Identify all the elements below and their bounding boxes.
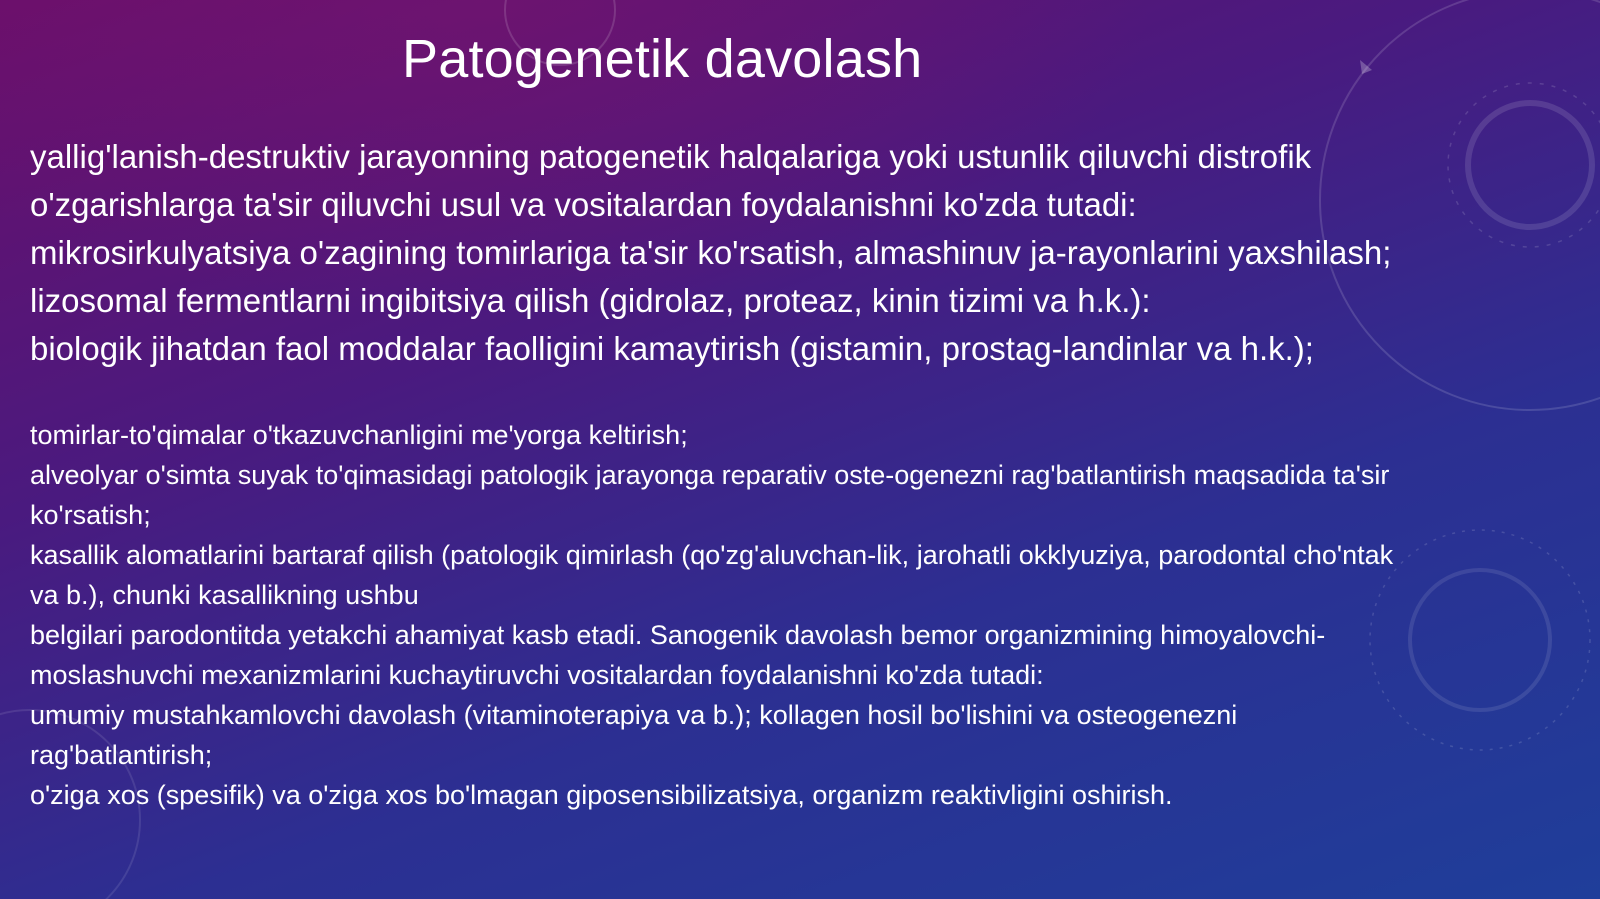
detail-line: moslashuvchi mexanizmlarini kuchaytiruvchi vositalardan foydalanishni ko'zda tutadi: [30,660,1044,690]
intro-line: o'zgarishlarga ta'sir qiluvchi usul va vositalardan foydalanishni ko'zda tutadi: [30,186,1137,223]
detail-line: kasallik alomatlarini bartaraf qilish (patologik qimirlash (qo'zg'aluvchan-lik, jarohatli okklyuziya, parodontal cho'ntak [30,540,1394,570]
detail-line: alveolyar o'simta suyak to'qimasidagi patologik jarayonga reparativ oste-ogenezni rag'batlantirish maqsadida ta'sir [30,460,1390,490]
detail-line: belgilari parodontitda yetakchi ahamiyat kasb etadi. Sanogenik davolash bemor organizmining himoyalovchi- [30,620,1326,650]
detail-line: rag'batlantirish; [30,740,213,770]
detail-line: tomirlar-to'qimalar o'tkazuvchanligini me'yorga keltirish; [30,420,688,450]
detail-line: umumiy mustahkamlovchi davolash (vitaminoterapiya va b.); kollagen hosil bo'lishini va osteogenezni [30,700,1238,730]
detail-line: ko'rsatish; [30,500,151,530]
slide-title: Patogenetik davolash [402,29,923,89]
intro-text-block [30,133,1590,373]
intro-line: biologik jihatdan faol moddalar faolligini kamaytirish (gistamin, prostag-landinlar va h.k.); [30,330,1314,367]
detail-line: va b.), chunki kasallikning ushbu [30,580,419,610]
detail-line: o'ziga xos (spesifik) va o'ziga xos bo'lmagan giposensibilizatsiya, organizm reaktivligini oshirish. [30,780,1173,810]
intro-line: lizosomal fermentlarni ingibitsiya qilish (gidrolaz, proteaz, kinin tizimi va h.k.): [30,282,1151,319]
intro-line: mikrosirkulyatsiya o'zagining tomirlariga ta'sir ko'rsatish, almashinuv ja-rayonlarini yaxshilash; [30,234,1392,271]
intro-line: yallig'lanish-destruktiv jarayonning patogenetik halqalariga yoki ustunlik qiluvchi distrofik [30,138,1312,175]
detail-text-block [30,415,1595,815]
